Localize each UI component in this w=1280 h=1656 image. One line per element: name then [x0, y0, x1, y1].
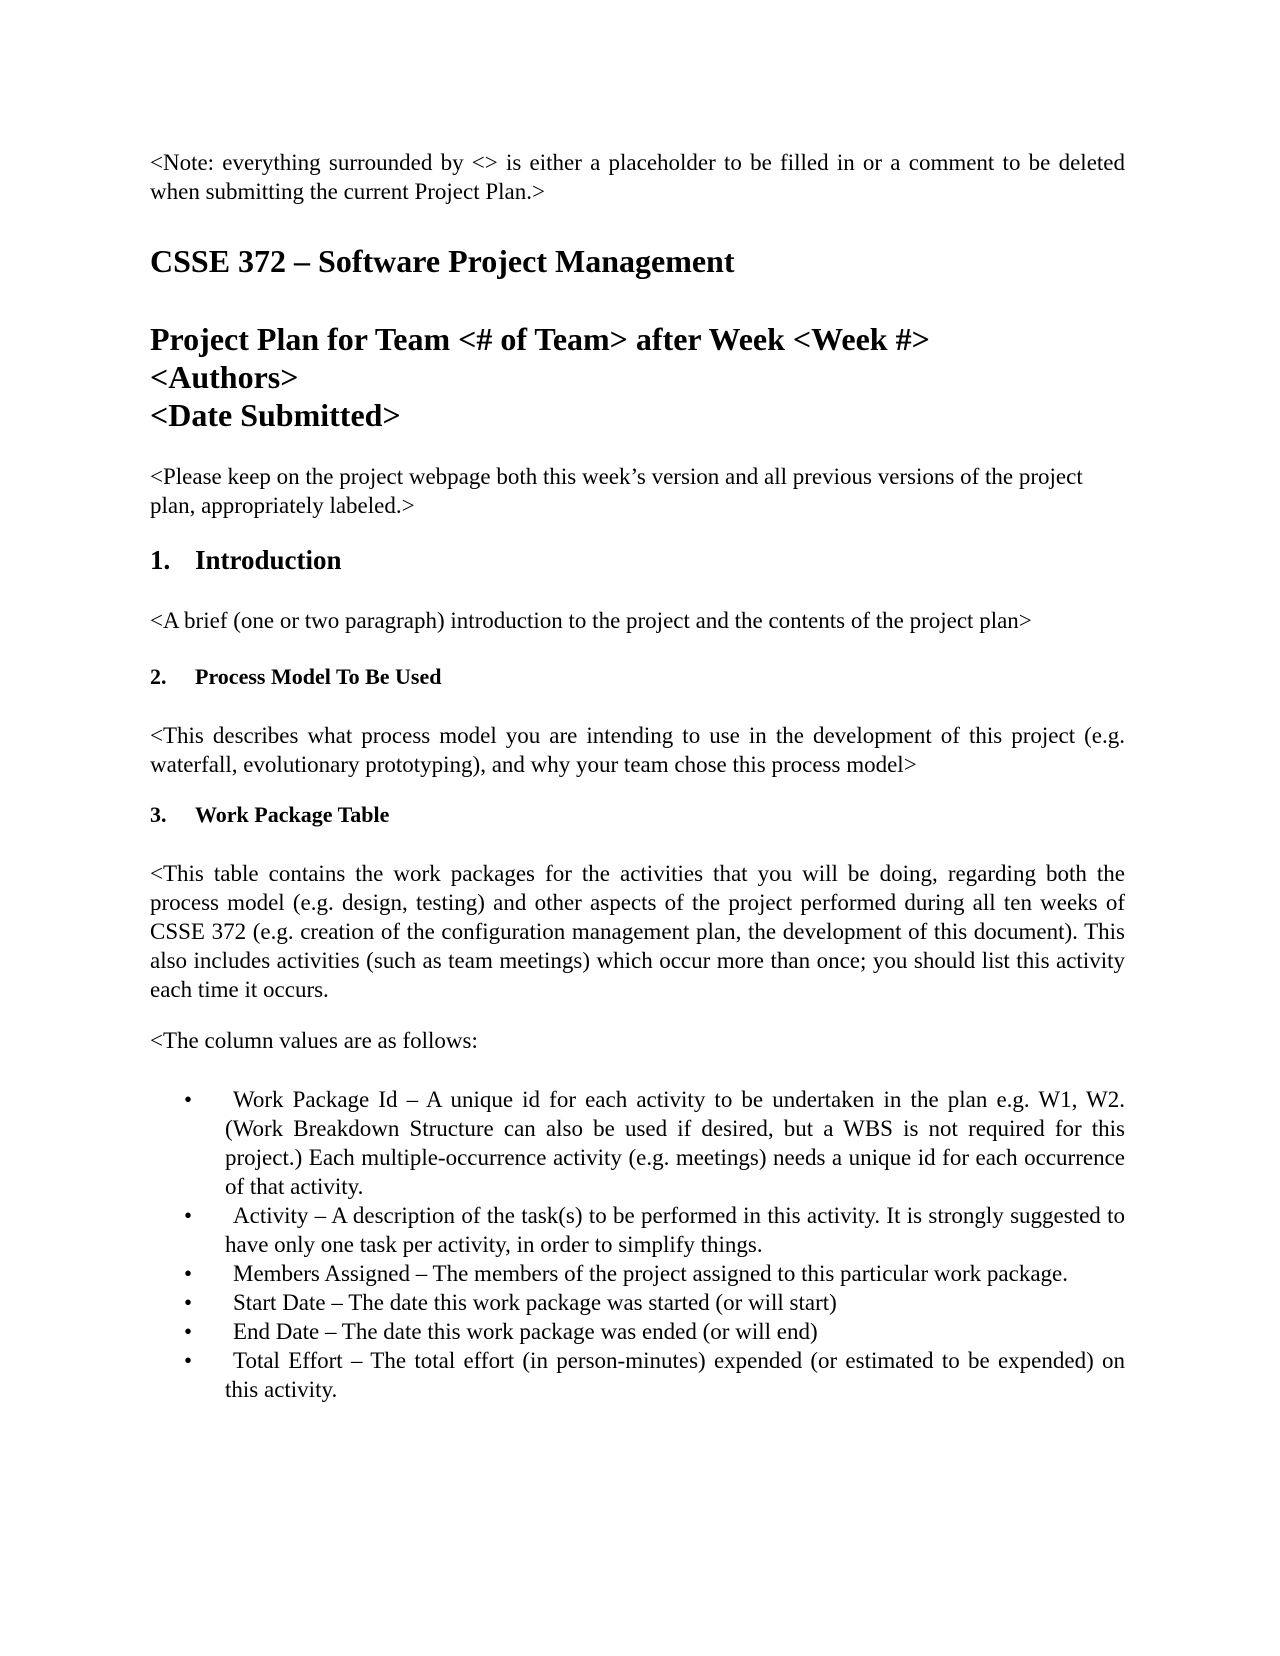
section-number: 3. — [150, 802, 167, 827]
list-item: • Total Effort – The total effort (in person-minutes) expended (or estimated to be expended) on this activity. — [184, 1348, 1125, 1402]
list-item: • Start Date – The date this work package was started (or will start) — [184, 1290, 837, 1315]
bullet-icon: • — [184, 1290, 193, 1315]
document-page — [150, 148, 1125, 1404]
course-title: CSSE 372 – Software Project Management — [150, 243, 735, 279]
introduction-body: <A brief (one or two paragraph) introduction to the project and the contents of the project plan> — [150, 608, 1032, 633]
list-item: • Members Assigned – The members of the project assigned to this particular work package. — [184, 1261, 1069, 1286]
section-heading-process-model — [150, 663, 1125, 691]
process-model-body: <This describes what process model you are intending to use in the development of this project (e.g. waterfall, evolutionary prototyping), and why your team chose this process model> — [150, 723, 1125, 777]
plan-title-block — [150, 320, 1125, 434]
bullet-icon: • — [184, 1203, 193, 1228]
column-values-list — [150, 1085, 1125, 1404]
bullet-icon: • — [184, 1261, 193, 1286]
bullet-icon: • — [184, 1087, 193, 1112]
section-title: Work Package Table — [195, 802, 390, 827]
list-item: • End Date – The date this work package was ended (or will end) — [184, 1319, 818, 1344]
section-heading-introduction — [150, 544, 1125, 576]
section-title: Introduction — [195, 545, 342, 575]
versions-note: <Please keep on the project webpage both this week’s version and all previous versions of the project plan, appropriately labeled.> — [150, 464, 1083, 518]
bullet-icon: • — [184, 1348, 193, 1373]
section-heading-work-package-table — [150, 801, 1125, 829]
list-item: • Activity – A description of the task(s) to be performed in this activity. It is strongly suggested to have only one task per activity, in order to simplify things. — [184, 1203, 1125, 1257]
list-item: • Work Package Id – A unique id for each activity to be undertaken in the plan e.g. W1, W2. (Work Breakdown Structure can also be used if desired, but a WBS is not required for this project.) Each multiple-occurrence activity (e.g. meetings) needs a unique id for each occurrence of that activity. — [184, 1087, 1125, 1199]
date-submitted-placeholder: <Date Submitted> — [150, 397, 401, 433]
work-package-body: <This table contains the work packages for the activities that you will be doing, regarding both the process model (e.g. design, testing) and other aspects of the project performed during all ten weeks of CSSE 372 (e.g. creation of the configuration management plan, the development of this document). This also includes activities (such as team meetings) which occur more than once; you should list this activity each time it occurs. — [150, 861, 1125, 1002]
authors-placeholder: <Authors> — [150, 359, 299, 395]
column-values-intro: <The column values are as follows: — [150, 1028, 478, 1053]
section-number: 1. — [150, 545, 171, 575]
section-number: 2. — [150, 664, 167, 689]
placeholder-note: <Note: everything surrounded by <> is either a placeholder to be filled in or a comment to be deleted when submitting the current Project Plan.> — [150, 150, 1125, 204]
plan-title: Project Plan for Team <# of Team> after Week <Week #> — [150, 321, 930, 357]
bullet-icon: • — [184, 1319, 193, 1344]
section-title: Process Model To Be Used — [195, 664, 442, 689]
